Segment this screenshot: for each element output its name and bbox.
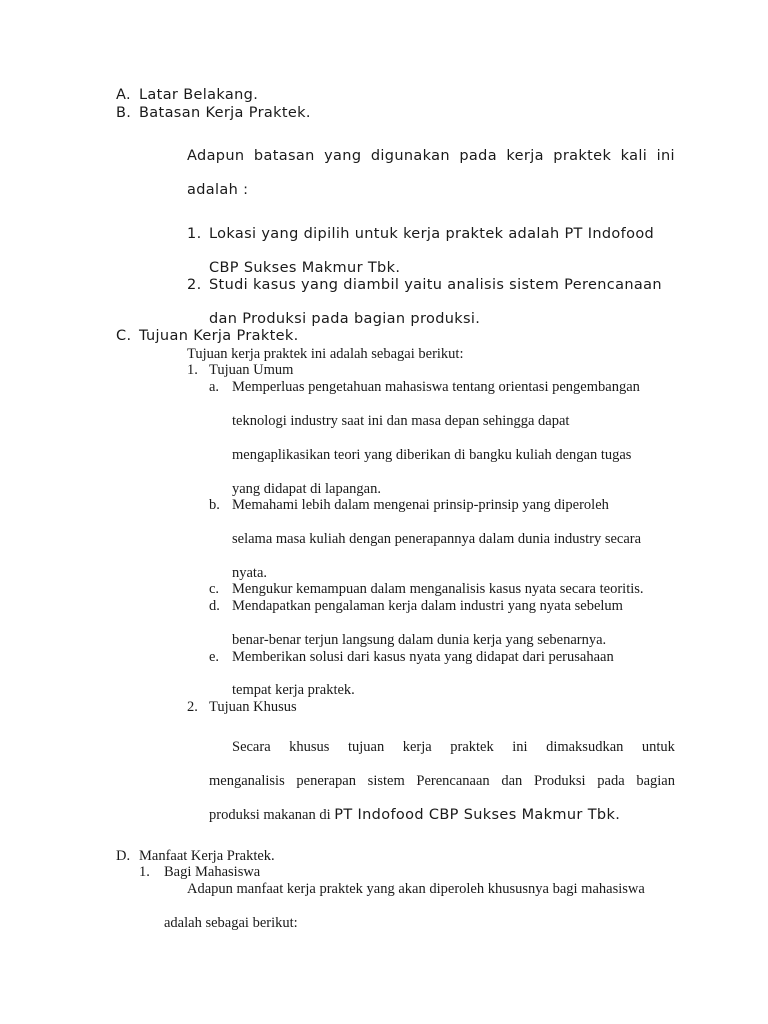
- word: kali: [620, 148, 648, 164]
- word: yang: [324, 148, 362, 164]
- section-marker: D.: [116, 848, 131, 864]
- word: pada: [459, 148, 497, 164]
- list-item-line: Memahami lebih dalam mengenai prinsip-prinsip yang diperoleh: [232, 497, 609, 513]
- list-marker: e.: [209, 649, 220, 665]
- list-marker: 2.: [187, 277, 202, 293]
- word: dimaksudkan: [546, 739, 624, 755]
- section-title: Batasan Kerja Praktek.: [139, 105, 311, 121]
- list-marker: c.: [209, 581, 220, 597]
- word: ini: [656, 148, 675, 164]
- list-item-line: mengaplikasikan teori yang diberikan di bangku kuliah dengan tugas: [232, 447, 632, 463]
- khusus-line2: [209, 773, 675, 790]
- list-marker: b.: [209, 497, 220, 513]
- list-marker: 2.: [187, 699, 198, 715]
- section-marker: B.: [116, 105, 132, 121]
- word: kerja: [506, 148, 544, 164]
- tujuan-intro: Tujuan kerja praktek ini adalah sebagai berikut:: [187, 346, 464, 362]
- list-marker: d.: [209, 598, 220, 614]
- list-marker: 1.: [187, 226, 202, 242]
- batasan-intro-line1: [187, 148, 675, 164]
- list-item-line: Memberikan solusi dari kasus nyata yang didapat dari perusahaan: [232, 649, 614, 665]
- list-marker: 1.: [187, 362, 198, 378]
- section-title: Latar Belakang.: [139, 87, 259, 103]
- list-item-line: nyata.: [232, 565, 268, 581]
- word: dan: [501, 773, 523, 789]
- list-item-line: Lokasi yang dipilih untuk kerja praktek adalah PT Indofood: [209, 226, 655, 242]
- list-item-line: CBP Sukses Makmur Tbk.: [209, 260, 401, 276]
- list-item-line: Mendapatkan pengalaman kerja dalam industri yang nyata sebelum: [232, 598, 623, 614]
- manfaat-line1: Adapun manfaat kerja praktek yang akan diperoleh khususnya bagi mahasiswa: [187, 881, 645, 897]
- list-marker: 1.: [139, 864, 150, 880]
- word: digunakan: [370, 148, 450, 164]
- section-marker: A.: [116, 87, 131, 103]
- word: Perencanaan: [416, 773, 490, 789]
- list-item-line: Mengukur kemampuan dalam menganalisis kasus nyata secara teoritis.: [232, 581, 644, 597]
- section-title: Manfaat Kerja Praktek.: [139, 848, 275, 864]
- word: Secara: [232, 739, 271, 755]
- list-item-line: Studi kasus yang diambil yaitu analisis sistem Perencanaan: [209, 277, 662, 293]
- word: pada: [597, 773, 625, 789]
- word: khusus: [289, 739, 330, 755]
- word: praktek: [450, 739, 494, 755]
- word: Adapun: [187, 148, 245, 164]
- word: penerapan: [296, 773, 356, 789]
- subsection-title: Bagi Mahasiswa: [164, 864, 261, 880]
- list-item-line: dan Produksi pada bagian produksi.: [209, 311, 481, 327]
- word: menganalisis: [209, 773, 285, 789]
- word: bagian: [636, 773, 675, 789]
- khusus-line1: [232, 739, 675, 756]
- batasan-intro-line2: adalah :: [187, 182, 249, 198]
- list-item-line: yang didapat di lapangan.: [232, 481, 381, 497]
- word: tujuan: [347, 739, 385, 755]
- word: sistem: [367, 773, 405, 789]
- manfaat-line2: adalah sebagai berikut:: [164, 915, 298, 931]
- subsection-title: Tujuan Khusus: [209, 699, 297, 715]
- list-marker: a.: [209, 379, 220, 395]
- word: praktek: [553, 148, 612, 164]
- list-item-line: tempat kerja praktek.: [232, 682, 355, 698]
- khusus-line3-serif: produksi makanan di: [209, 807, 335, 823]
- khusus-line3-sans: PT Indofood CBP Sukses Makmur Tbk.: [334, 807, 621, 823]
- word: kerja: [402, 739, 432, 755]
- list-item-line: Memperluas pengetahuan mahasiswa tentang orientasi pengembangan: [232, 379, 640, 395]
- subsection-title: Tujuan Umum: [209, 362, 294, 378]
- section-marker: C.: [116, 328, 132, 344]
- section-title: Tujuan Kerja Praktek.: [139, 328, 299, 344]
- word: batasan: [253, 148, 315, 164]
- word: untuk: [641, 739, 675, 755]
- word: ini: [512, 739, 528, 755]
- list-item-line: selama masa kuliah dengan penerapannya dalam dunia industry secara: [232, 531, 642, 547]
- word: Produksi: [534, 773, 586, 789]
- list-item-line: teknologi industry saat ini dan masa depan sehingga dapat: [232, 413, 570, 429]
- list-item-line: benar-benar terjun langsung dalam dunia kerja yang sebenarnya.: [232, 632, 607, 648]
- khusus-line3: [209, 806, 620, 824]
